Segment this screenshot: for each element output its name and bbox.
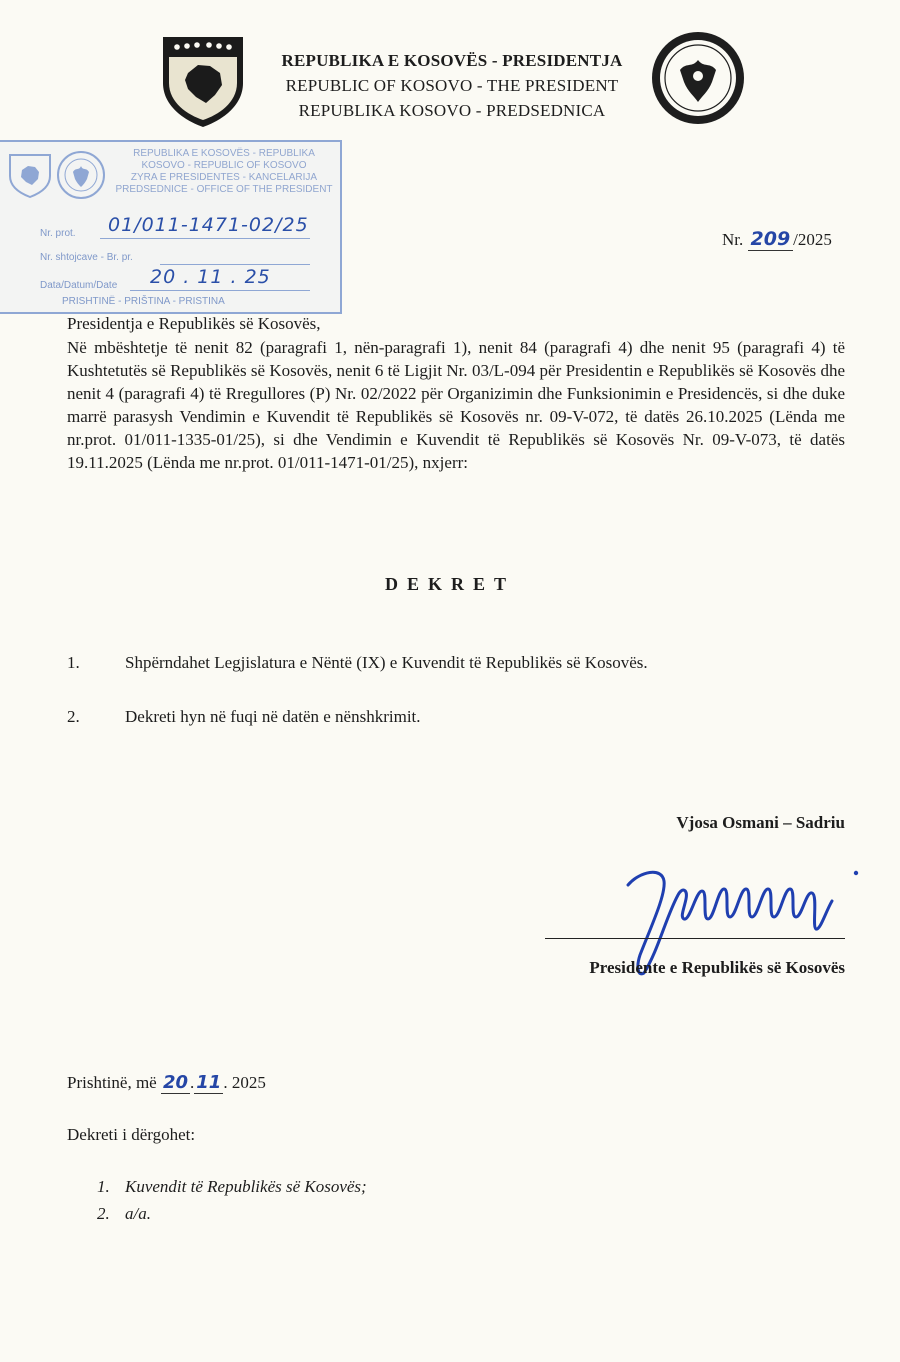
decree-number-handwritten: 209 bbox=[748, 228, 794, 251]
stamp-line: KOSOVO - REPUBLIC OF KOSOVO bbox=[141, 160, 307, 171]
stamp-underline bbox=[100, 238, 310, 239]
stamp-seal-icon bbox=[56, 150, 106, 200]
signature-line bbox=[545, 938, 845, 939]
stamp-emblem-icon bbox=[8, 152, 52, 198]
decree-number-year: /2025 bbox=[793, 230, 832, 249]
signer-name: Vjosa Osmani – Sadriu bbox=[676, 813, 845, 832]
article-number: 1. bbox=[67, 653, 80, 672]
stamp-nr-handwritten: 01/011-1471-02/25 bbox=[108, 214, 309, 236]
recipient-text: a/a. bbox=[125, 1204, 151, 1223]
date-day-handwritten: 20 bbox=[162, 1072, 189, 1093]
recipient-item bbox=[97, 1177, 367, 1197]
signer-role: Presidente e Republikës së Kosovës bbox=[589, 958, 845, 977]
place-prefix: Prishtinë, më bbox=[67, 1073, 161, 1092]
stamp-line: REPUBLIKA E KOSOVËS - REPUBLIKA bbox=[133, 148, 315, 159]
stamp-header-text bbox=[112, 148, 336, 196]
preamble-paragraph: Në mbështetje të nenit 82 (paragrafi 1, nën-paragrafi 1), nenit 84 (paragrafi 4) dhe nenit 95 (paragrafi 4) të Kushtetutës së Republikës së Kosovës, nenit 6 të Ligjit Nr. 03/L-094 për Presidentin e Republikës së Kosovës dhe nenit 4 (paragrafi 4) të Rregullores (P) Nr. 02/2022 për Organizimin dhe Funksionimin e Presidencës, si dhe duke marrë parasysh Vendimin e Kuvendit të Republikës së Kosovës nr. 09-V-072, të datës 26.10.2025 (Lënda me nr.prot. 01/011-1335-01/25), si dhe Vendimin e Kuvendit të Republikës së Kosovës Nr. 09-V-073, të datës 19.11.2025 (Lënda me nr.prot. 01/011-1471-01/25), nxjerr: bbox=[67, 338, 845, 472]
letterhead bbox=[252, 48, 652, 123]
stamp-nr-label: Nr. prot. bbox=[40, 228, 76, 239]
decree-number-prefix: Nr. bbox=[722, 230, 748, 249]
addressee: Presidentja e Republikës së Kosovës, bbox=[67, 314, 321, 333]
recipient-item bbox=[97, 1204, 151, 1224]
distribution-label: Dekreti i dërgohet: bbox=[67, 1125, 196, 1144]
date-year: . 2025 bbox=[223, 1073, 266, 1092]
place-and-date: Prishtinë, më 20 . 11 . 2025 bbox=[67, 1072, 266, 1093]
article-text: Shpërndahet Legjislatura e Nëntë (IX) e Kuvendit të Republikës së Kosovës. bbox=[125, 653, 648, 672]
decree-article bbox=[67, 653, 648, 673]
recipient-number: 1. bbox=[97, 1177, 110, 1196]
stamp-date-label: Data/Datum/Date bbox=[40, 280, 118, 291]
letterhead-line-serbian: REPUBLIKA KOSOVO - PREDSEDNICA bbox=[298, 101, 606, 120]
article-number: 2. bbox=[67, 707, 80, 726]
article-text: Dekreti hyn në fuqi në datën e nënshkrimit. bbox=[125, 707, 421, 726]
letterhead-line-albanian: REPUBLIKA E KOSOVËS - PRESIDENTJA bbox=[281, 51, 623, 70]
presidential-seal-icon bbox=[650, 30, 746, 126]
decree-article bbox=[67, 707, 421, 727]
stamp-line: ZYRA E PRESIDENTES - KANCELARIJA bbox=[130, 172, 318, 183]
stamp-attachments-label: Nr. shtojcave - Br. pr. bbox=[40, 252, 133, 263]
date-month-handwritten: 11 bbox=[196, 1072, 222, 1093]
registration-stamp bbox=[0, 140, 342, 314]
stamp-city: PRISHTINË - PRIŠTINA - PRISTINA bbox=[62, 296, 225, 307]
stamp-underline bbox=[160, 264, 310, 265]
letterhead-line-english: REPUBLIC OF KOSOVO - THE PRESIDENT bbox=[285, 76, 619, 95]
document-title: DEKRET bbox=[384, 574, 516, 594]
recipient-text: Kuvendit të Republikës së Kosovës; bbox=[125, 1177, 367, 1196]
recipient-number: 2. bbox=[97, 1204, 110, 1223]
decree-number bbox=[722, 228, 832, 250]
kosovo-coat-of-arms-icon bbox=[160, 33, 246, 129]
stamp-date-handwritten: 20 . 11 . 25 bbox=[150, 266, 271, 288]
stamp-line: PREDSEDNICE - OFFICE OF THE PRESIDENT bbox=[115, 184, 333, 195]
stamp-underline bbox=[130, 290, 310, 291]
